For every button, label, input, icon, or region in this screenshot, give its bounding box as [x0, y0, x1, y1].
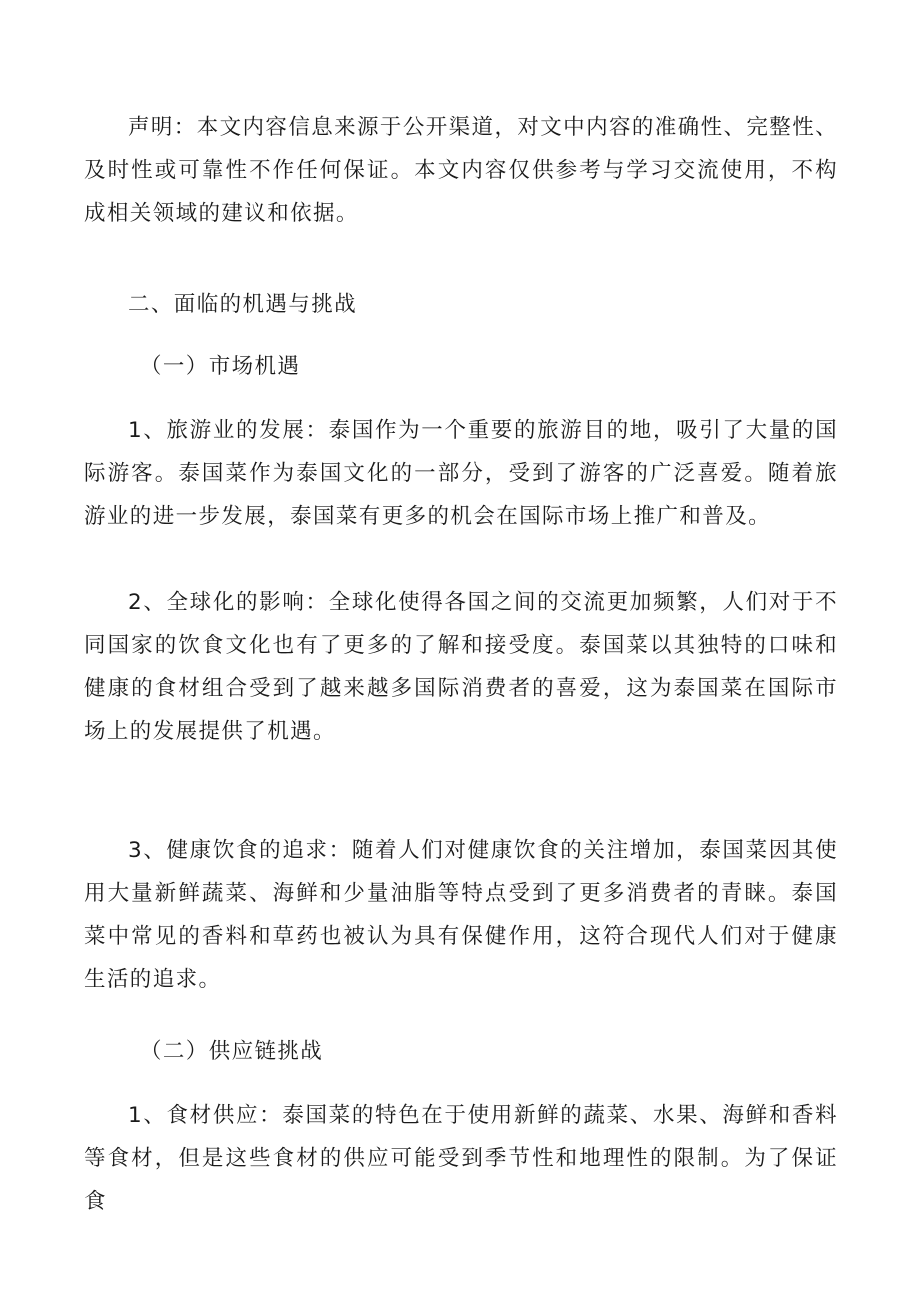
- subsection-title-supply-chain: （二）供应链挑战: [140, 1039, 324, 1064]
- paragraph-globalization: 2、全球化的影响：全球化使得各国之间的交流更加频繁，人们对于不同国家的饮食文化也有了更多的了解和接受度。泰国菜以其独特的口味和健康的食材组合受到了越来越多国际消费者的喜爱，这为泰国菜在国际市场上的发展提供了机遇。: [84, 590, 838, 744]
- paragraph-ingredient-supply: 1、食材供应：泰国菜的特色在于使用新鲜的蔬菜、水果、海鲜和香料等食材，但是这些食材的供应可能受到季节性和地理性的限制。为了保证食: [84, 1103, 838, 1214]
- paragraph-healthy-diet: 3、健康饮食的追求：随着人们对健康饮食的关注增加，泰国菜因其使用大量新鲜蔬菜、海鲜和少量油脂等特点受到了更多消费者的青睐。泰国菜中常见的香料和草药也被认为具有保健作用，这符合现代人们对于健康生活的追求。: [84, 838, 838, 992]
- section-title: 二、面临的机遇与挑战: [128, 292, 358, 317]
- paragraph-tourism: 1、旅游业的发展：泰国作为一个重要的旅游目的地，吸引了大量的国际游客。泰国菜作为泰国文化的一部分，受到了游客的广泛喜爱。随着旅游业的进一步发展，泰国菜有更多的机会在国际市场上推广和普及。: [84, 418, 838, 529]
- disclaimer-paragraph: 声明：本文内容信息来源于公开渠道，对文中内容的准确性、完整性、及时性或可靠性不作任何保证。本文内容仅供参考与学习交流使用，不构成相关领域的建议和依据。: [84, 115, 838, 226]
- subsection-title-market-opportunities: （一）市场机遇: [140, 354, 301, 379]
